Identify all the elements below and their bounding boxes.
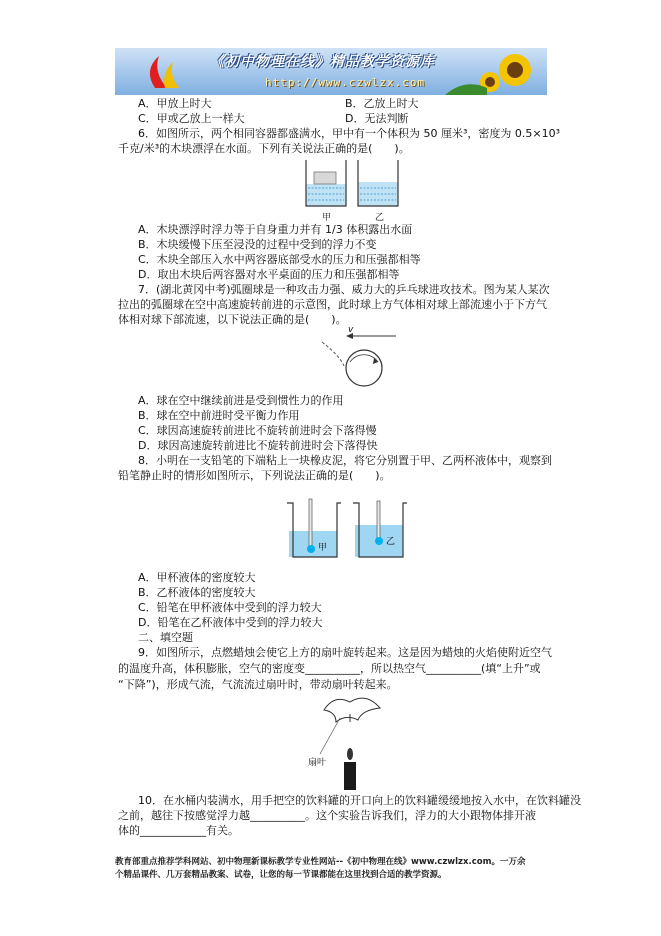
text-line: 体的____________有关。 — [118, 824, 239, 837]
text-line: B．球在空中前进时受平衡力作用 — [138, 409, 300, 422]
text-line: 铅笔静止时的情形如图所示，下列说法正确的是( )。 — [118, 469, 391, 482]
text-line: 之前，越往下按感觉浮力越__________。这个实验告诉我们，浮力的大小跟物体排开液 — [118, 809, 536, 822]
footer-line-1: 教育部重点推荐学科网站、初中物理新课标教学专业性网站--《初中物理在线》www.czwlzx.com。一万余 — [115, 857, 526, 867]
text-line: 千克/米³的木块漂浮在水面。下列有关说法正确的是( )。 — [118, 142, 410, 155]
text-line: D．无法判断 — [345, 112, 409, 125]
text-line: C．甲或乙放上一样大 — [138, 112, 245, 125]
page-footer — [115, 856, 551, 882]
text-line: B．木块缓慢下压至浸没的过程中受到的浮力不变 — [138, 238, 377, 251]
text-line: 拉出的弧圈球在空中高速旋转前进的示意图，此时球上方气体相对球上部流速小于下方气 — [118, 298, 547, 311]
text-line: A．木块漂浮时浮力等于自身重力并有 1/3 体积露出水面 — [138, 223, 413, 236]
text-line: B．乙杯液体的密度较大 — [138, 586, 256, 599]
text-line: A．球在空中继续前进是受到惯性力的作用 — [138, 394, 344, 407]
text-line: D．球因高速旋转前进比不旋转前进时会下落得快 — [138, 439, 378, 452]
footer-line-2: 个精品课件、几万套精品教案、试卷，让您的每一节课都能在这里找到合适的教学资源。 — [115, 870, 447, 880]
container-label-left: 甲 — [322, 213, 332, 223]
text-line: C．铅笔在甲杯液体中受到的浮力较大 — [138, 601, 322, 614]
container-label-right: 乙 — [375, 213, 385, 223]
text-line: D．铅笔在乙杯液体中受到的浮力较大 — [138, 616, 323, 629]
text-line: 9．如图所示，点燃蜡烛会使它上方的扇叶旋转起来。这是因为蜡烛的火焰使附近空气 — [138, 646, 552, 659]
header-banner — [115, 48, 547, 95]
pencil-label-left: 甲 — [318, 543, 328, 553]
ball-velocity-label: v — [348, 325, 354, 335]
text-line: 8．小明在一支铅笔的下端粘上一块橡皮泥，将它分别置于甲、乙两杯液体中，观察到 — [138, 454, 552, 467]
text-line: “下降”)，形成气流，气流流过扇叶时，带动扇叶转起来。 — [118, 678, 398, 691]
figure-pencils — [285, 495, 410, 565]
banner-title: 《初中物理在线》精品教学资源库 — [210, 54, 435, 70]
text-line: 二、填空题 — [138, 631, 193, 644]
text-line: A．甲杯液体的密度较大 — [138, 571, 256, 584]
text-line: 的温度升高，体积膨胀，空气的密度变__________，所以热空气__________(填“上升”或 — [118, 662, 541, 675]
figure-spin-ball — [320, 326, 400, 392]
pencil-label-right: 乙 — [386, 537, 396, 547]
text-line: 体相对球下部流速，以下说法正确的是( )。 — [118, 313, 347, 326]
text-line: 10．在水桶内装满水，用手把空的饮料罐的开口向上的饮料罐缓缓地按入水中，在饮料罐没 — [138, 794, 581, 807]
text-line: C．球因高速旋转前进比不旋转前进时会下落得慢 — [138, 424, 377, 437]
text-line: 6．如图所示，两个相同容器都盛满水，甲中有一个体积为 50 厘米³，密度为 0.5×10³ — [138, 127, 561, 140]
text-line: B．乙放上时大 — [345, 97, 419, 110]
text-line: 7．(湖北黄冈中考)弧圈球是一种攻击力强、威力大的乒乓球进攻技术。图为某人某次 — [138, 283, 550, 296]
candle-fan-label: 扇叶 — [308, 758, 327, 768]
figure-containers — [300, 158, 410, 220]
text-line: C．木块全部压入水中两容器底部受水的压力和压强都相等 — [138, 253, 421, 266]
figure-candle — [300, 688, 390, 792]
text-line: D．取出木块后两容器对水平桌面的压力和压强都相等 — [138, 268, 400, 281]
banner-url[interactable]: http://www.czwlzx.com — [265, 76, 426, 89]
text-line: A．甲放上时大 — [138, 97, 212, 110]
